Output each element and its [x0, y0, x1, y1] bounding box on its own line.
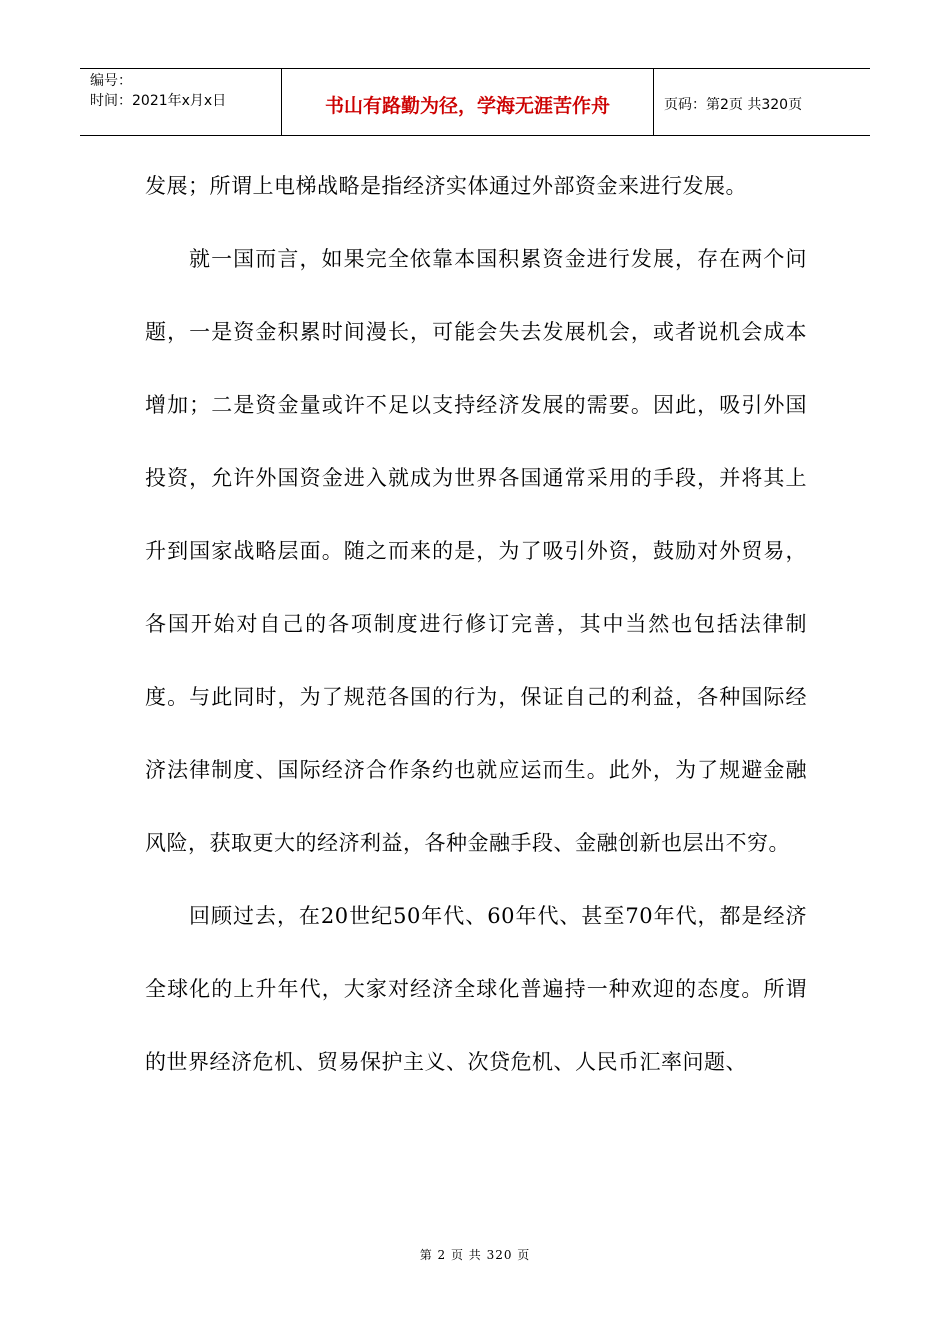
header-page-cell: [654, 69, 870, 135]
motto-text: 书山有路勤为径，学海无涯苦作舟: [324, 94, 610, 117]
document-body: [145, 150, 807, 1099]
page-label: 页码：第2页 共320页: [664, 97, 803, 113]
paragraph: 就一国而言，如果完全依靠本国积累资金进行发展，存在两个问题，一是资金积累时间漫长，可能会失去发展机会，或者说机会成本增加；二是资金量或许不足以支持经济发展的需要。因此，吸引外国投资，允许外国资金进入就成为世界各国通常采用的手段，并将其上升到国家战略层面。随之而来的是，为了吸引外资，鼓励对外贸易，各国开始对自己的各项制度进行修订完善，其中当然也包括法律制度。与此同时，为了规范各国的行为，保证自己的利益，各种国际经济法律制度、国际经济合作条约也就应运而生。此外，为了规避金融风险，获取更大的经济利益，各种金融手段、金融创新也层出不穷。: [145, 247, 807, 855]
paragraph-continuation: 发展；所谓上电梯战略是指经济实体通过外部资金来进行发展。: [145, 174, 747, 198]
page-footer: 第 2 页 共 320 页: [419, 1248, 531, 1262]
header-meta-cell: [80, 69, 282, 135]
header-table: [80, 68, 870, 136]
header-motto-cell: [282, 69, 654, 135]
paragraph: 回顾过去，在20世纪50年代、60年代、甚至70年代，都是经济全球化的上升年代，大家对经济全球化普遍持一种欢迎的态度。所谓的世界经济危机、贸易保护主义、次贷危机、人民币汇率问题、: [145, 904, 807, 1074]
date-label: 时间：2021年x月x日: [90, 93, 227, 109]
serial-label: 编号：: [90, 73, 132, 89]
